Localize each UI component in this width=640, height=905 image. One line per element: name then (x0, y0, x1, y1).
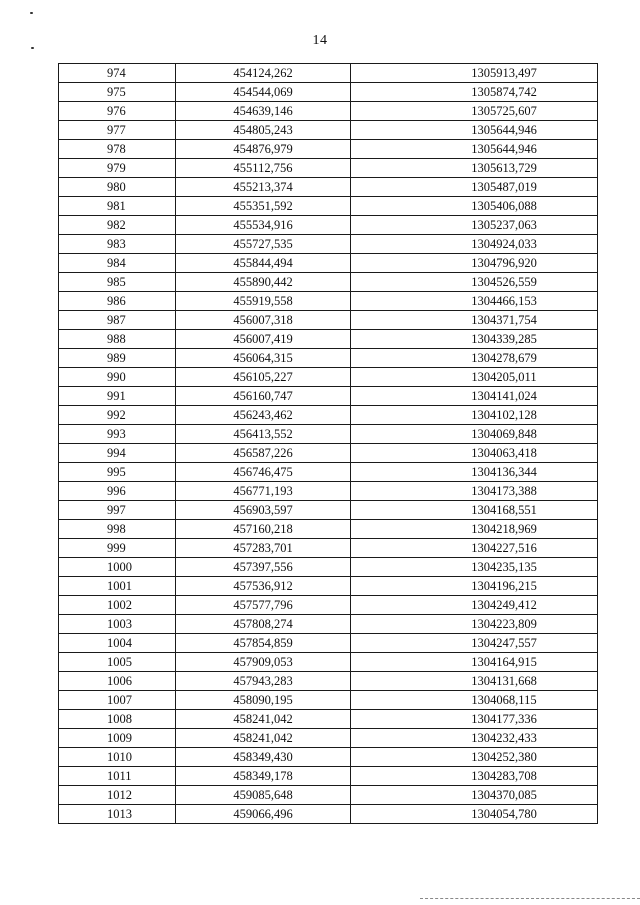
y-coordinate-cell: 1304196,215 (351, 577, 598, 596)
table-row (59, 691, 598, 710)
x-coordinate-cell: 457283,701 (176, 539, 351, 558)
x-coordinate-cell: 454639,146 (176, 102, 351, 121)
x-coordinate-cell: 458349,178 (176, 767, 351, 786)
x-coordinate-cell: 458090,195 (176, 691, 351, 710)
table-row (59, 634, 598, 653)
y-coordinate-cell: 1304173,388 (351, 482, 598, 501)
y-coordinate-cell: 1304054,780 (351, 805, 598, 824)
scan-bottom-edge (420, 898, 640, 899)
x-coordinate-cell: 455727,535 (176, 235, 351, 254)
y-coordinate-cell: 1304177,336 (351, 710, 598, 729)
table-row (59, 178, 598, 197)
point-number-cell: 982 (59, 216, 176, 235)
point-number-cell: 976 (59, 102, 176, 121)
y-coordinate-cell: 1305406,088 (351, 197, 598, 216)
table-row (59, 311, 598, 330)
point-number-cell: 998 (59, 520, 176, 539)
point-number-cell: 974 (59, 64, 176, 83)
y-coordinate-cell: 1304371,754 (351, 311, 598, 330)
y-coordinate-cell: 1304164,915 (351, 653, 598, 672)
x-coordinate-cell: 459085,648 (176, 786, 351, 805)
table-row (59, 425, 598, 444)
y-coordinate-cell: 1304068,115 (351, 691, 598, 710)
point-number-cell: 994 (59, 444, 176, 463)
x-coordinate-cell: 456413,552 (176, 425, 351, 444)
table-row (59, 254, 598, 273)
table-row (59, 159, 598, 178)
point-number-cell: 1007 (59, 691, 176, 710)
x-coordinate-cell: 458241,042 (176, 729, 351, 748)
point-number-cell: 1006 (59, 672, 176, 691)
y-coordinate-cell: 1304249,412 (351, 596, 598, 615)
table-row (59, 387, 598, 406)
point-number-cell: 1003 (59, 615, 176, 634)
point-number-cell: 993 (59, 425, 176, 444)
table-row (59, 444, 598, 463)
y-coordinate-cell: 1304131,668 (351, 672, 598, 691)
x-coordinate-cell: 455213,374 (176, 178, 351, 197)
table-row (59, 102, 598, 121)
table-row (59, 197, 598, 216)
table-row (59, 83, 598, 102)
point-number-cell: 978 (59, 140, 176, 159)
point-number-cell: 1011 (59, 767, 176, 786)
x-coordinate-cell: 456105,227 (176, 368, 351, 387)
x-coordinate-cell: 458349,430 (176, 748, 351, 767)
y-coordinate-cell: 1304232,433 (351, 729, 598, 748)
x-coordinate-cell: 455351,592 (176, 197, 351, 216)
y-coordinate-cell: 1305725,607 (351, 102, 598, 121)
table-row (59, 786, 598, 805)
table-row (59, 615, 598, 634)
y-coordinate-cell: 1304278,679 (351, 349, 598, 368)
x-coordinate-cell: 456746,475 (176, 463, 351, 482)
x-coordinate-cell: 456903,597 (176, 501, 351, 520)
x-coordinate-cell: 456771,193 (176, 482, 351, 501)
x-coordinate-cell: 455890,442 (176, 273, 351, 292)
point-number-cell: 981 (59, 197, 176, 216)
y-coordinate-cell: 1304136,344 (351, 463, 598, 482)
table-row (59, 64, 598, 83)
point-number-cell: 987 (59, 311, 176, 330)
x-coordinate-cell: 456160,747 (176, 387, 351, 406)
table-row (59, 520, 598, 539)
table-row (59, 273, 598, 292)
table-row (59, 539, 598, 558)
table-row (59, 121, 598, 140)
y-coordinate-cell: 1304168,551 (351, 501, 598, 520)
point-number-cell: 991 (59, 387, 176, 406)
x-coordinate-cell: 456243,462 (176, 406, 351, 425)
y-coordinate-cell: 1304205,011 (351, 368, 598, 387)
point-number-cell: 980 (59, 178, 176, 197)
y-coordinate-cell: 1304796,920 (351, 254, 598, 273)
x-coordinate-cell: 454124,262 (176, 64, 351, 83)
point-number-cell: 992 (59, 406, 176, 425)
y-coordinate-cell: 1304141,024 (351, 387, 598, 406)
y-coordinate-cell: 1305237,063 (351, 216, 598, 235)
point-number-cell: 999 (59, 539, 176, 558)
point-number-cell: 1008 (59, 710, 176, 729)
point-number-cell: 1013 (59, 805, 176, 824)
y-coordinate-cell: 1304235,135 (351, 558, 598, 577)
x-coordinate-cell: 457160,218 (176, 520, 351, 539)
table-row (59, 710, 598, 729)
point-number-cell: 1005 (59, 653, 176, 672)
x-coordinate-cell: 454544,069 (176, 83, 351, 102)
point-number-cell: 1000 (59, 558, 176, 577)
y-coordinate-cell: 1304247,557 (351, 634, 598, 653)
y-coordinate-cell: 1304283,708 (351, 767, 598, 786)
table-row (59, 216, 598, 235)
x-coordinate-cell: 454805,243 (176, 121, 351, 140)
point-number-cell: 979 (59, 159, 176, 178)
y-coordinate-cell: 1304526,559 (351, 273, 598, 292)
point-number-cell: 1004 (59, 634, 176, 653)
x-coordinate-cell: 459066,496 (176, 805, 351, 824)
x-coordinate-cell: 456064,315 (176, 349, 351, 368)
point-number-cell: 1012 (59, 786, 176, 805)
y-coordinate-cell: 1305487,019 (351, 178, 598, 197)
table-row (59, 653, 598, 672)
point-number-cell: 988 (59, 330, 176, 349)
table-row (59, 767, 598, 786)
point-number-cell: 985 (59, 273, 176, 292)
table-row (59, 292, 598, 311)
table-row (59, 482, 598, 501)
table-row (59, 406, 598, 425)
table-row (59, 330, 598, 349)
point-number-cell: 1009 (59, 729, 176, 748)
table-row (59, 596, 598, 615)
y-coordinate-cell: 1304252,380 (351, 748, 598, 767)
point-number-cell: 984 (59, 254, 176, 273)
y-coordinate-cell: 1304466,153 (351, 292, 598, 311)
x-coordinate-cell: 455844,494 (176, 254, 351, 273)
table-row (59, 729, 598, 748)
x-coordinate-cell: 457854,859 (176, 634, 351, 653)
table-row (59, 463, 598, 482)
x-coordinate-cell: 457808,274 (176, 615, 351, 634)
point-number-cell: 983 (59, 235, 176, 254)
y-coordinate-cell: 1305913,497 (351, 64, 598, 83)
point-number-cell: 1002 (59, 596, 176, 615)
coordinates-table-body (59, 64, 598, 824)
table-row (59, 349, 598, 368)
y-coordinate-cell: 1304223,809 (351, 615, 598, 634)
y-coordinate-cell: 1304924,033 (351, 235, 598, 254)
x-coordinate-cell: 454876,979 (176, 140, 351, 159)
y-coordinate-cell: 1304063,418 (351, 444, 598, 463)
point-number-cell: 986 (59, 292, 176, 311)
y-coordinate-cell: 1305874,742 (351, 83, 598, 102)
x-coordinate-cell: 457909,053 (176, 653, 351, 672)
x-coordinate-cell: 457577,796 (176, 596, 351, 615)
x-coordinate-cell: 456007,318 (176, 311, 351, 330)
y-coordinate-cell: 1304069,848 (351, 425, 598, 444)
table-row (59, 501, 598, 520)
y-coordinate-cell: 1305644,946 (351, 140, 598, 159)
y-coordinate-cell: 1304227,516 (351, 539, 598, 558)
table-row (59, 235, 598, 254)
table-row (59, 805, 598, 824)
x-coordinate-cell: 457536,912 (176, 577, 351, 596)
x-coordinate-cell: 457397,556 (176, 558, 351, 577)
y-coordinate-cell: 1304370,085 (351, 786, 598, 805)
scan-speck (30, 12, 33, 14)
point-number-cell: 997 (59, 501, 176, 520)
x-coordinate-cell: 457943,283 (176, 672, 351, 691)
y-coordinate-cell: 1305613,729 (351, 159, 598, 178)
x-coordinate-cell: 458241,042 (176, 710, 351, 729)
point-number-cell: 990 (59, 368, 176, 387)
y-coordinate-cell: 1304218,969 (351, 520, 598, 539)
x-coordinate-cell: 456007,419 (176, 330, 351, 349)
point-number-cell: 995 (59, 463, 176, 482)
table-row (59, 140, 598, 159)
point-number-cell: 975 (59, 83, 176, 102)
table-row (59, 672, 598, 691)
x-coordinate-cell: 455919,558 (176, 292, 351, 311)
y-coordinate-cell: 1304102,128 (351, 406, 598, 425)
point-number-cell: 1001 (59, 577, 176, 596)
x-coordinate-cell: 455534,916 (176, 216, 351, 235)
coordinates-table (58, 63, 598, 824)
page-number: 14 (312, 33, 328, 48)
x-coordinate-cell: 456587,226 (176, 444, 351, 463)
point-number-cell: 1010 (59, 748, 176, 767)
y-coordinate-cell: 1304339,285 (351, 330, 598, 349)
point-number-cell: 977 (59, 121, 176, 140)
point-number-cell: 989 (59, 349, 176, 368)
x-coordinate-cell: 455112,756 (176, 159, 351, 178)
point-number-cell: 996 (59, 482, 176, 501)
table-row (59, 577, 598, 596)
table-row (59, 748, 598, 767)
table-row (59, 558, 598, 577)
y-coordinate-cell: 1305644,946 (351, 121, 598, 140)
table-row (59, 368, 598, 387)
